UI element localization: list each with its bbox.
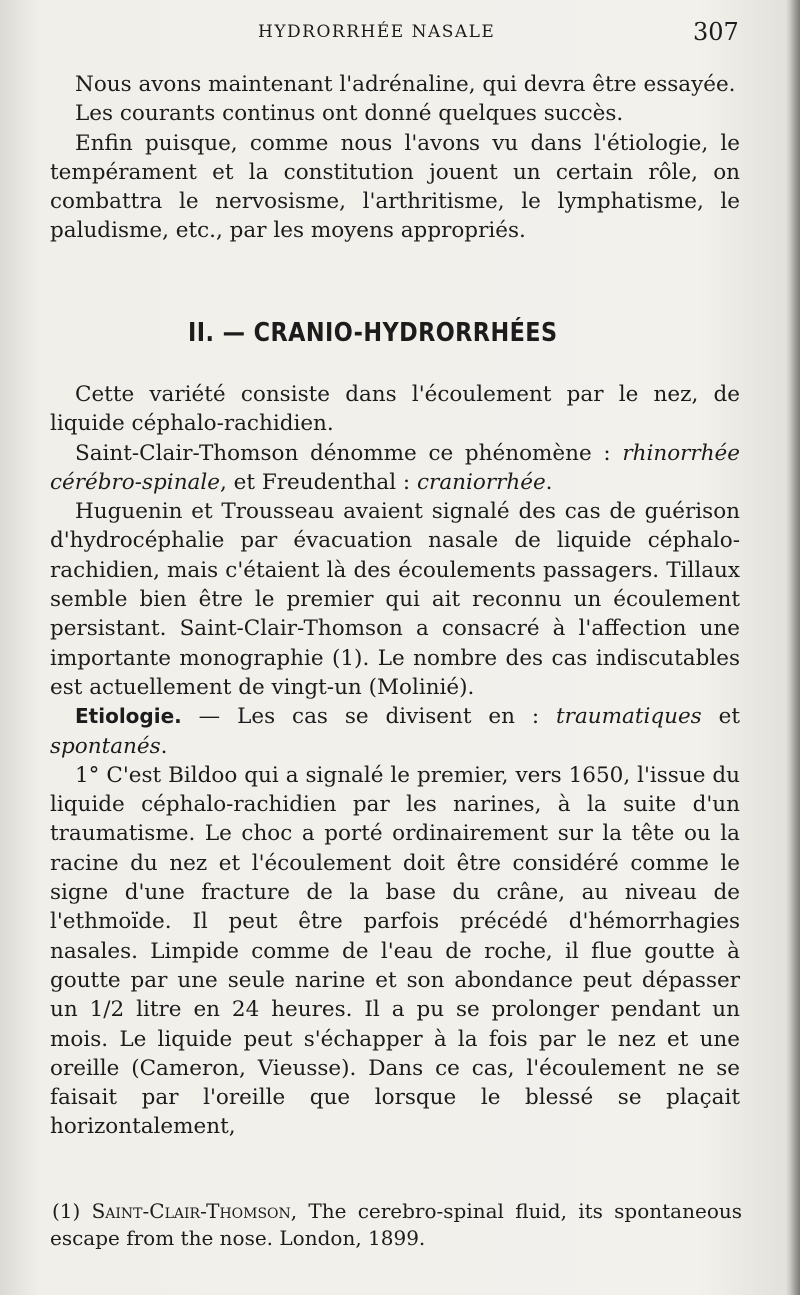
section-heading: II. — CRANIO-HYDRORRHÉES [188,318,558,348]
paragraph: Enfin puisque, comme nous l'avons vu dans l'étiologie, le tempérament et la constitution jouent un certain rôle, on combattra le nervosisme, l'arthritisme, le lymphatisme, le paludisme, etc., par les moyens appropriés. [50,130,740,244]
paragraph-text: . [545,469,553,495]
paragraph [50,439,740,498]
paragraph-text: Saint-Clair-Thomson dénomme ce phénomène : [75,440,623,466]
paragraph: Nous avons maintenant l'adrénaline, qui devra être essayée. [75,72,736,97]
italic-term: rhinorrhée cérébro-spinale [50,440,740,495]
paragraph: Les courants continus ont donné quelques succès. [75,101,624,127]
paragraph: 1° C'est Bildoo qui a signalé le premier, vers 1650, l'issue du liquide céphalo-rachidien par les narines, à la suite d'un traumatisme. Le choc a porté ordinairement sur la tête ou la racine du nez et l'écoulement doit être considéré comme le signe d'une fracture de la base du crâne, au niveau de l'ethmoïde. Il peut être parfois précédé d'hémorrhagies nasales. Limpide comme de l'eau de roche, il flue goutte à goutte par une seule narine et son abondance peut dépasser un 1/2 litre en 24 heures. Il a pu se prolonger pendant un mois. Le liquide peut s'échapper à la fois par le nez et une oreille (Cameron, Vieusse). Dans ce cas, l'écoulement ne se faisait par l'oreille que lorsque le blessé se plaçait horizontalement, [50,762,740,1140]
page-number: 307 [693,18,739,46]
section-body [50,380,740,1142]
footnote [50,1198,742,1252]
footnote-mark: (1) [52,1199,81,1223]
subsection-runin-heading: Etiologie. [75,704,182,729]
continuation-text [50,70,740,246]
paragraph: Cette variété consiste dans l'écoulement par le nez, de liquide céphalo-rachidien. [50,382,740,437]
paragraph-text: — Les cas se divisent en : [181,704,557,730]
paragraph-text: et [701,704,741,730]
paragraph-text: . [160,733,168,759]
italic-term: craniorrhée [417,469,546,495]
paragraph [50,702,740,761]
paragraph-text: , et Freudenthal : [219,469,418,495]
footnote-author: Saint-Clair-Thomson [91,1199,291,1223]
page-edge-shadow [786,0,800,1295]
italic-term: spontanés [50,733,161,759]
running-title: HYDRORRHÉE NASALE [258,22,496,42]
footnote-text [50,1198,742,1252]
paragraph: Huguenin et Trousseau avaient signalé des cas de guérison d'hydrocéphalie par évacuation nasale de liquide céphalo-rachidien, mais c'étaient là des écoulements passagers. Tillaux semble bien être le premier qui ait reconnu un écoulement persistant. Saint-Clair-Thomson a consacré à l'affection une importante monographie (1). Le nombre des cas indiscutables est actuellement de vingt-un (Molinié). [50,499,740,700]
footnote-citation: , The cerebro-spinal fluid, its spontaneous escape from the nose. London, 1899. [50,1199,742,1250]
italic-term: traumatiques [556,704,702,730]
